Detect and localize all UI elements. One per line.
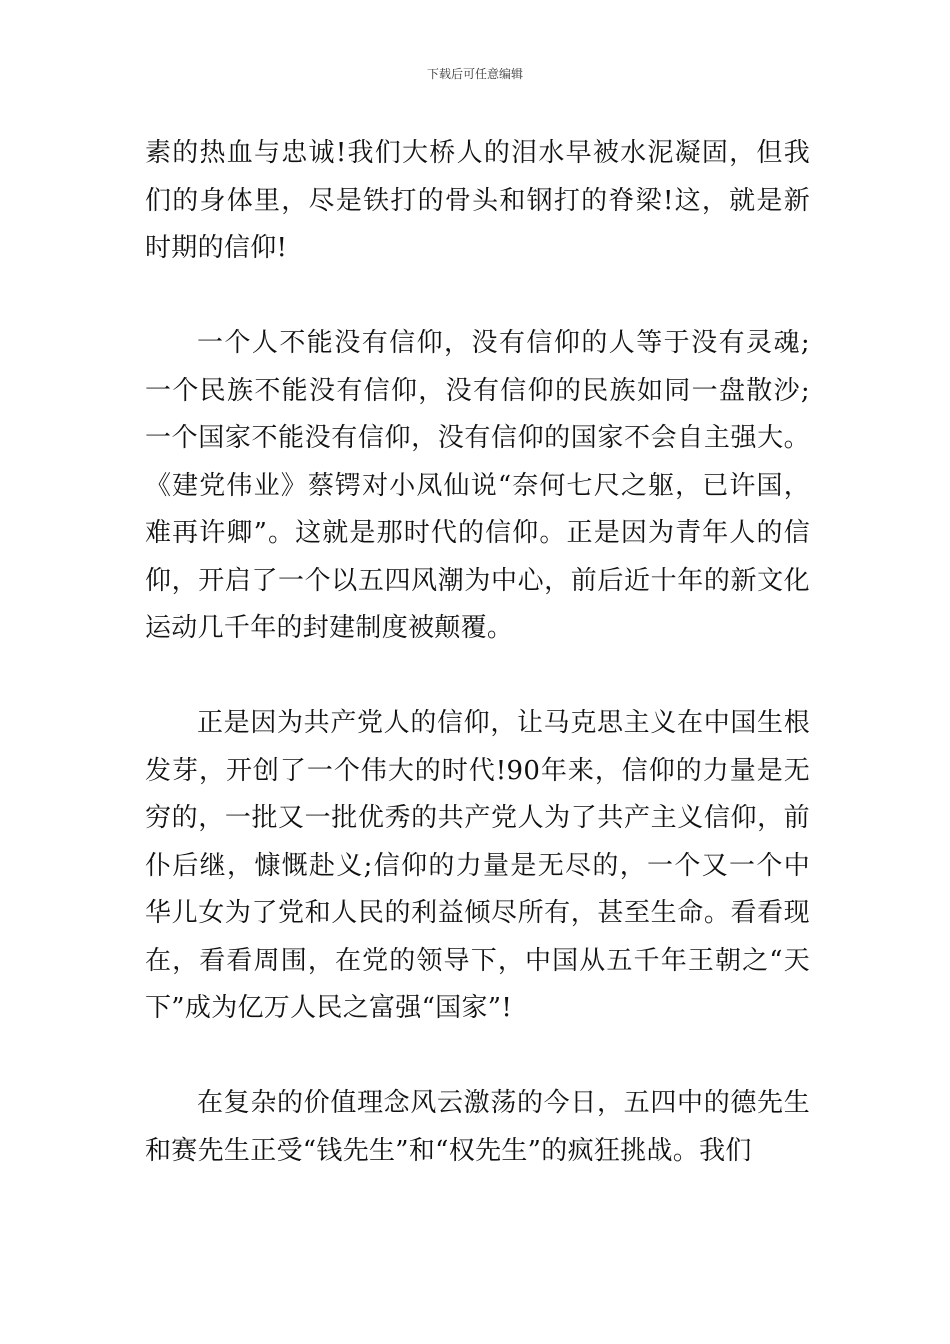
page-header: 下载后可任意编辑 bbox=[426, 67, 523, 81]
paragraph-spacer bbox=[145, 1033, 810, 1081]
paragraph-2: 一个人不能没有信仰，没有信仰的人等于没有灵魂;一个民族不能没有信仰，没有信仰的民族如同一盘散沙;一个国家不能没有信仰，没有信仰的国家不会自主强大。《建党伟业》蔡锷对小凤仙说“奈何七尺之躯，已许国，难再许卿”。这就是那时代的信仰。正是因为青年人的信仰，开启了一个以五四风潮为中心，前后近十年的新文化运动几千年的封建制度被颠覆。 bbox=[145, 328, 810, 643]
paragraph-spacer bbox=[145, 653, 810, 701]
paragraph-spacer bbox=[145, 273, 810, 321]
paragraph-3: 正是因为共产党人的信仰，让马克思主义在中国生根发芽，开创了一个伟大的时代!90年来，信仰的力量是无穷的，一批又一批优秀的共产党人为了共产主义信仰，前仆后继，慷慨赴义;信仰的力量是无尽的，一个又一个中华儿女为了党和人民的利益倾尽所有，甚至生命。看看现在，看看周围，在党的领导下，中国从五千年王朝之“天下”成为亿万人民之富强“国家”! bbox=[145, 708, 810, 1023]
paragraph-4: 在复杂的价值理念风云激荡的今日，五四中的德先生和赛先生正受“钱先生”和“权先生”的疯狂挑战。我们 bbox=[145, 1088, 810, 1166]
paragraph-1: 素的热血与忠诚!我们大桥人的泪水早被水泥凝固，但我们的身体里，尽是铁打的骨头和钢打的脊梁!这，就是新时期的信仰! bbox=[145, 138, 810, 263]
document-body bbox=[145, 130, 810, 1175]
